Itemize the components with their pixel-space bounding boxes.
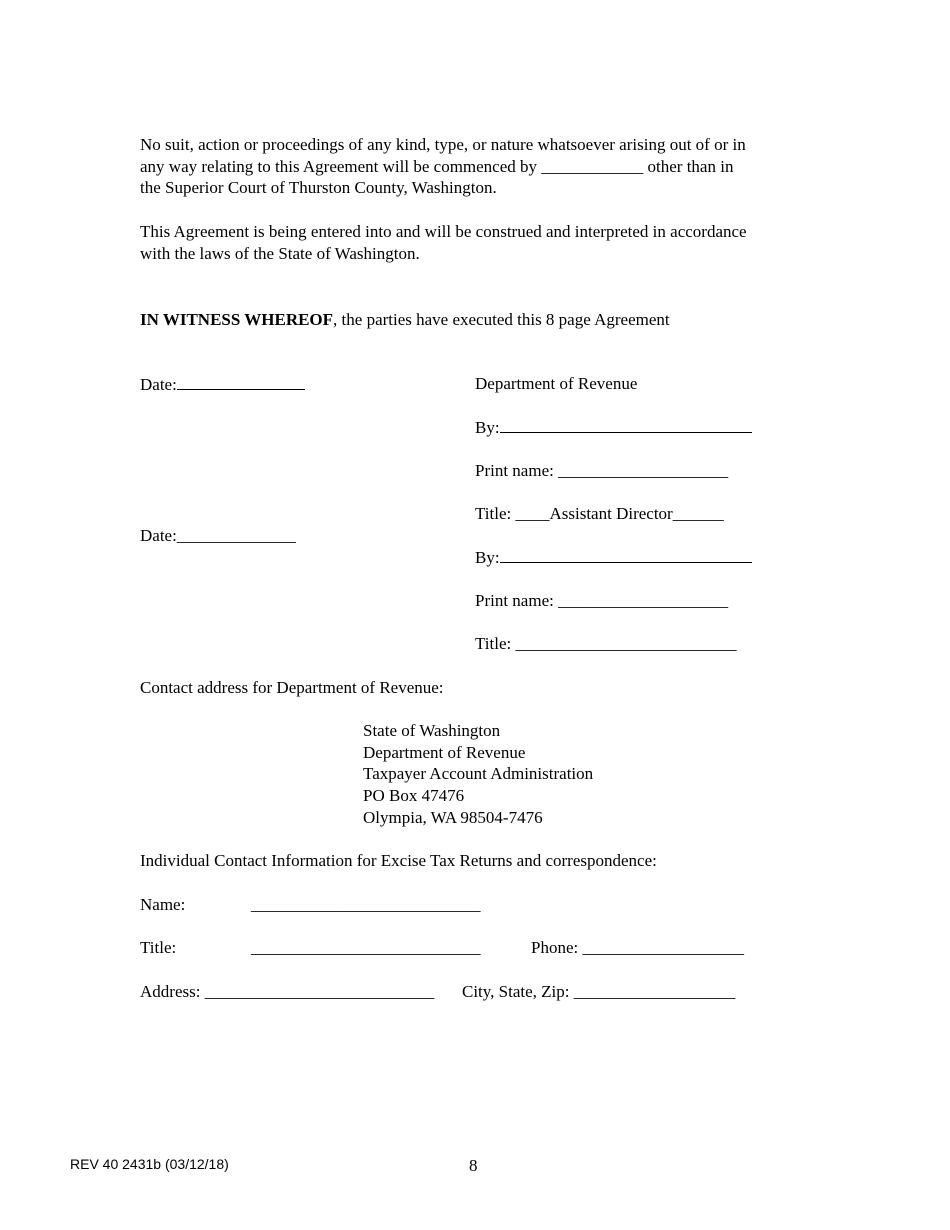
name-label: Name:	[140, 895, 186, 914]
address-line: Department of Revenue	[363, 743, 526, 762]
signature-line[interactable]	[500, 416, 752, 433]
org-name: Department of Revenue	[475, 374, 638, 393]
address-line: State of Washington	[363, 721, 501, 740]
contact-address-heading: Contact address for Department of Revenue:	[140, 678, 444, 697]
by-field-1[interactable]	[475, 416, 752, 439]
date-field-2[interactable]	[140, 525, 296, 547]
address-line: Olympia, WA 98504-7476	[363, 808, 543, 827]
address-line: Taxpayer Account Administration	[363, 764, 594, 783]
jurisdiction-paragraph	[140, 134, 820, 199]
paragraph-line: any way relating to this Agreement will be commenced by ____________ other than in	[140, 156, 734, 176]
title-field-2[interactable]: Title: __________________________	[475, 634, 737, 653]
governing-law-paragraph	[140, 221, 820, 264]
witness-heading: IN WITNESS WHEREOF	[140, 310, 334, 329]
name-field[interactable]: ___________________________	[251, 895, 481, 914]
individual-contact-heading: Individual Contact Information for Excise Tax Returns and correspondence:	[140, 851, 657, 870]
date-label: Date:______________	[140, 526, 296, 545]
paragraph-line: This Agreement is being entered into and will be construed and interpreted in accordance	[140, 222, 747, 241]
witness-text: , the parties have executed this 8 page Agreement	[333, 310, 670, 329]
paragraph-line: the Superior Court of Thurston County, Washington.	[140, 178, 497, 197]
title-label: Title:	[140, 938, 177, 957]
by-label: By:	[475, 548, 500, 567]
date-label: Date:	[140, 375, 177, 394]
title-field[interactable]: ___________________________	[251, 938, 481, 957]
paragraph-line: No suit, action or proceedings of any kind, type, or nature whatsoever arising out of or in	[140, 135, 746, 154]
page-number: 8	[469, 1156, 478, 1175]
city-state-zip-field[interactable]: City, State, Zip: ___________________	[462, 982, 736, 1001]
address-line: PO Box 47476	[363, 786, 465, 805]
witness-statement	[140, 309, 670, 331]
print-name-field-1[interactable]: Print name: ____________________	[475, 461, 729, 480]
form-id: REV 40 2431b (03/12/18)	[70, 1156, 229, 1172]
signature-line[interactable]	[500, 546, 752, 563]
title-field-1[interactable]: Title: ____Assistant Director______	[475, 504, 724, 523]
by-field-2[interactable]	[475, 546, 752, 569]
date-signature-line[interactable]	[177, 373, 305, 390]
paragraph-line: with the laws of the State of Washington.	[140, 243, 420, 263]
date-field-1[interactable]	[140, 373, 305, 396]
by-label: By:	[475, 418, 500, 437]
phone-field[interactable]: Phone: ___________________	[531, 938, 744, 957]
print-name-field-2[interactable]: Print name: ____________________	[475, 591, 729, 610]
address-field[interactable]: Address: ___________________________	[140, 982, 435, 1001]
